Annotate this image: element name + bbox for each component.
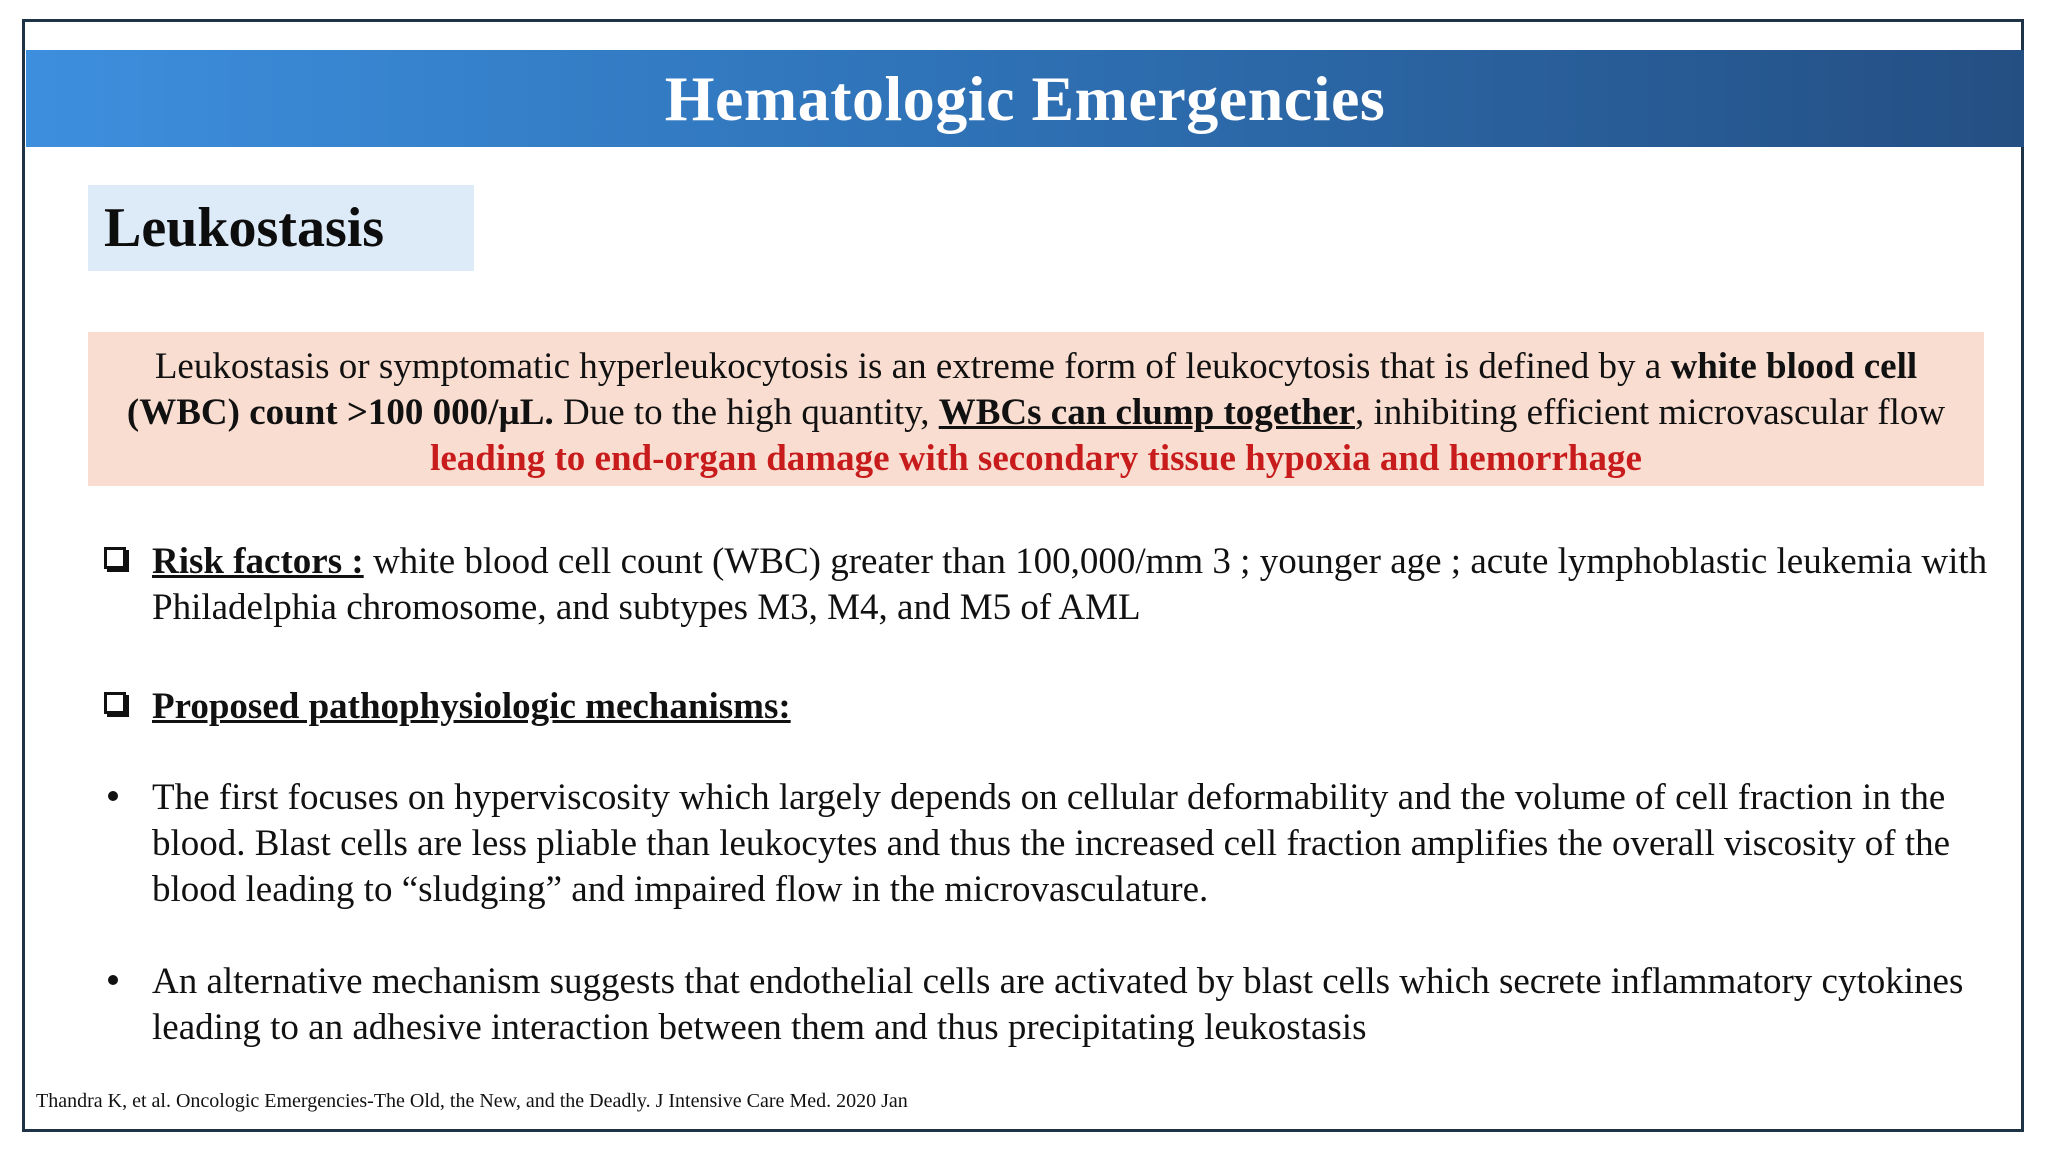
risk-factors-label: Risk factors :: [152, 541, 364, 582]
section-title: Leukostasis: [104, 197, 385, 259]
definition-box: [88, 332, 1984, 486]
definition-clump-emphasis: WBCs can clump together: [938, 392, 1355, 433]
definition-bold-wbc: white blood cell (WBC) count >100 000/µL.: [126, 346, 1918, 433]
checkbox-square-icon: [104, 692, 126, 714]
risk-factors-text: [152, 539, 2032, 631]
bullet-dot-icon: [108, 791, 118, 801]
risk-factors-body: white blood cell count (WBC) greater than 100,000/mm 3 ; younger age ; acute lymphoblastic leukemia with Philadelphia chromosome, and subtypes M3, M4, and M5 of AML: [152, 541, 1988, 628]
mechanism-text: An alternative mechanism suggests that endothelial cells are activated by blast cells which secrete inflammatory cytokines leading to an adhesive interaction between them and thus precipitating leukostasis: [152, 961, 1964, 1048]
mechanism-list-item: [104, 775, 1984, 915]
checkbox-square-icon: [104, 547, 126, 569]
definition-text: Leukostasis or symptomatic hyperleukocytosis is an extreme form of leukocytosis that is defined by a: [154, 346, 1671, 387]
definition-text-2: Due to the high quantity,: [553, 392, 939, 433]
section-header-box: [88, 185, 474, 271]
definition-red-emphasis: leading to end-organ damage with secondary tissue hypoxia and hemorrhage: [430, 438, 1642, 479]
risk-factors-item: [104, 539, 1988, 635]
mechanisms-heading-item: [104, 684, 1984, 734]
slide-title: Hematologic Emergencies: [664, 62, 1386, 134]
bullet-dot-icon: [108, 975, 118, 985]
definition-text-3: , inhibiting efficient microvascular flow: [1354, 392, 1946, 433]
citation-footer: Thandra K, et al. Oncologic Emergencies-The Old, the New, and the Deadly. J Intensive Care Med. 2020 Jan: [36, 1090, 908, 1112]
title-bar: [26, 50, 2024, 147]
mechanisms-heading: Proposed pathophysiologic mechanisms:: [152, 686, 791, 727]
mechanism-text: The first focuses on hyperviscosity which largely depends on cellular deformability and the volume of cell fraction in the blood. Blast cells are less pliable than leukocytes and thus the increased cell fraction amplifies the overall viscosity of the blood leading to “sludging” and impaired flow in the microvasculature.: [152, 777, 1951, 910]
mechanism-list-item: [104, 959, 1984, 1055]
